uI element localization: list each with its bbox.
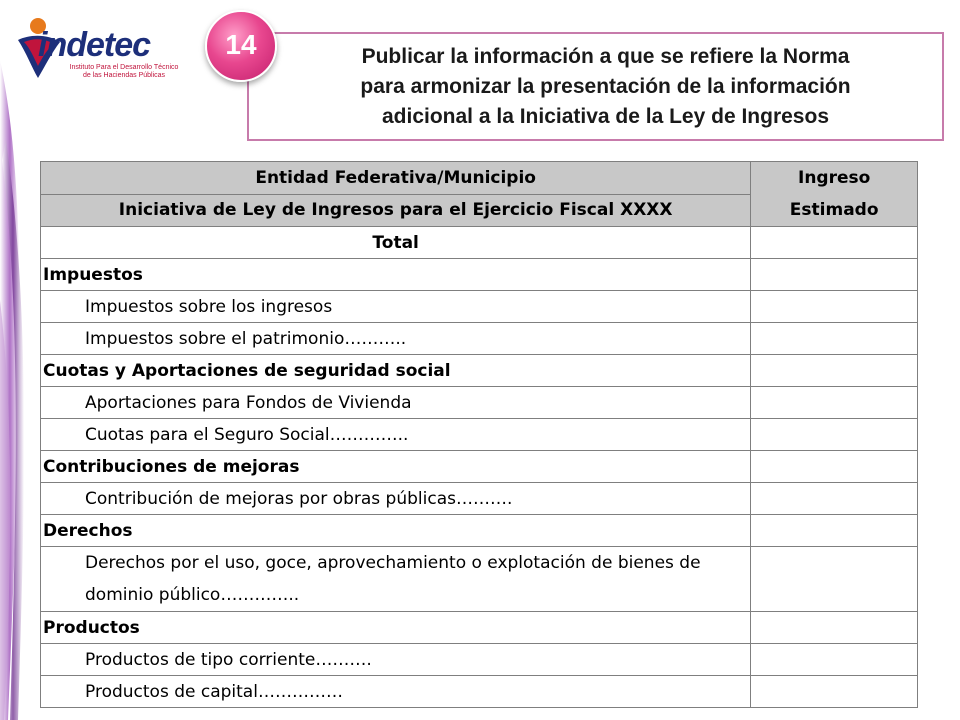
table-row: [41, 259, 918, 291]
step-number: 14: [225, 29, 257, 60]
item-label: Cuotas para el Seguro Social…………..: [41, 419, 751, 451]
estimated-income-cell: [751, 483, 918, 515]
page-title: Publicar la información a que se refiere la Norma para armonizar la presentación de la información adicional a la Iniciativa de la Ley de Ingresos: [360, 45, 851, 128]
item-label: Impuestos sobre el patrimonio………..: [41, 323, 751, 355]
table-row: [41, 355, 918, 387]
total-value-cell: [751, 227, 918, 259]
total-label: Total: [41, 227, 751, 259]
indetec-logo: [8, 10, 208, 90]
category-label: Cuotas y Aportaciones de seguridad social: [41, 355, 751, 387]
item-label: Derechos por el uso, goce, aprovechamiento o explotación de bienes de dominio público…………..: [41, 547, 751, 612]
header-entity: Entidad Federativa/Municipio: [41, 162, 751, 195]
table-row: [41, 323, 918, 355]
table-row: [41, 644, 918, 676]
category-label: Derechos: [41, 515, 751, 547]
estimated-income-cell: [751, 515, 918, 547]
item-label: Aportaciones para Fondos de Vivienda: [41, 387, 751, 419]
estimated-income-cell: [751, 644, 918, 676]
table-total-row: [41, 227, 918, 259]
item-label: Productos de tipo corriente……….: [41, 644, 751, 676]
table-row: [41, 547, 918, 612]
category-label: Productos: [41, 612, 751, 644]
logo-subtitle: Instituto Para el Desarrollo Técnico de las Haciendas Públicas: [69, 64, 179, 79]
decorative-swoosh: [0, 0, 40, 720]
estimated-income-cell: [751, 612, 918, 644]
table-row: [41, 483, 918, 515]
table-row: [41, 515, 918, 547]
header-estimated-income: Ingreso Estimado: [751, 162, 918, 227]
estimated-income-cell: [751, 323, 918, 355]
estimated-income-cell: [751, 291, 918, 323]
step-number-badge: [205, 10, 277, 82]
income-table: [40, 161, 918, 708]
table-row: [41, 419, 918, 451]
estimated-income-cell: [751, 419, 918, 451]
estimated-income-cell: [751, 547, 918, 612]
title-box: [247, 32, 944, 141]
item-label: Impuestos sobre los ingresos: [41, 291, 751, 323]
table-row: [41, 291, 918, 323]
estimated-income-cell: [751, 676, 918, 708]
logo-wordmark: indetec: [38, 26, 151, 64]
item-label: Contribución de mejoras por obras públicas……….: [41, 483, 751, 515]
estimated-income-cell: [751, 387, 918, 419]
estimated-income-cell: [751, 355, 918, 387]
header-initiative: Iniciativa de Ley de Ingresos para el Ejercicio Fiscal XXXX: [41, 194, 751, 227]
table-row: [41, 676, 918, 708]
estimated-income-cell: [751, 451, 918, 483]
item-label: Productos de capital……………: [41, 676, 751, 708]
table-row: [41, 387, 918, 419]
table-row: [41, 451, 918, 483]
estimated-income-cell: [751, 259, 918, 291]
table-header-row: [41, 162, 918, 195]
category-label: Contribuciones de mejoras: [41, 451, 751, 483]
category-label: Impuestos: [41, 259, 751, 291]
table-row: [41, 612, 918, 644]
